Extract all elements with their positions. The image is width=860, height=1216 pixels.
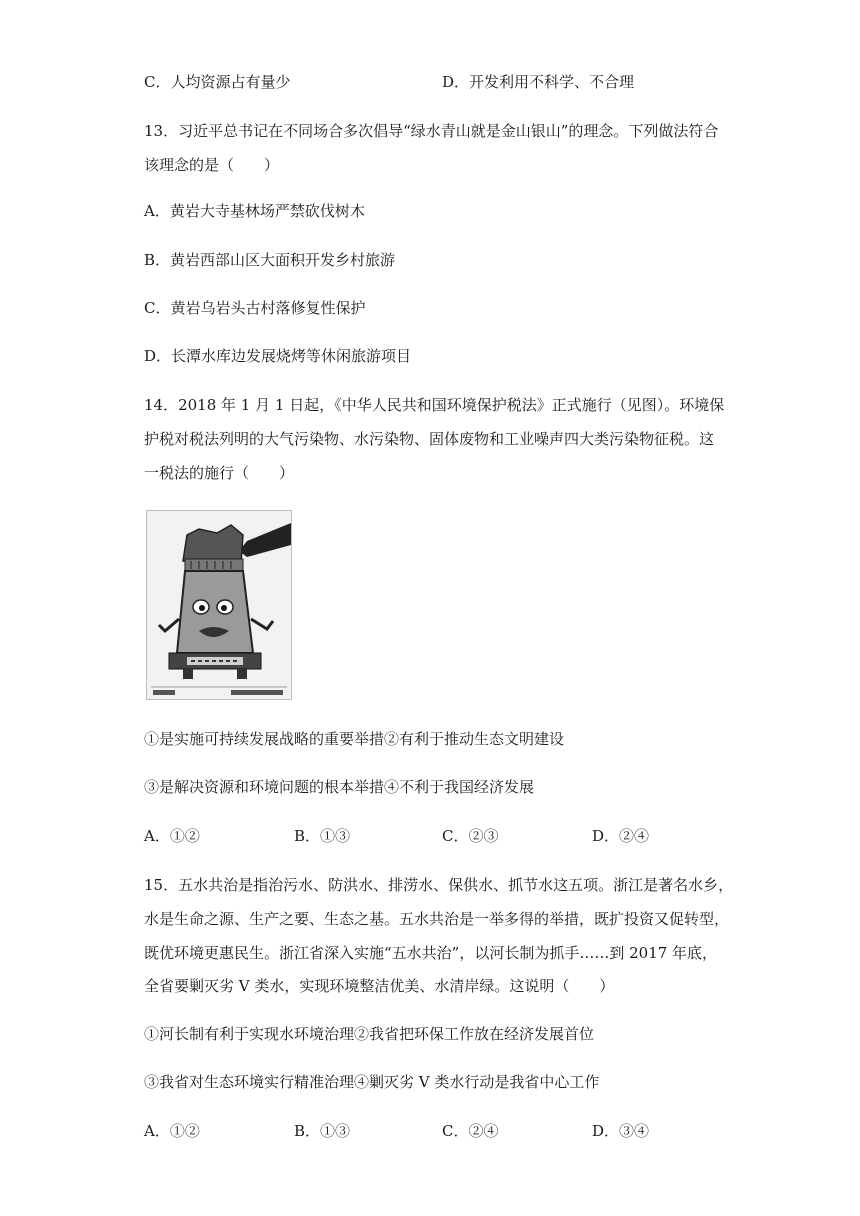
q14-stem-line-3: 一税法的施行（ ） bbox=[144, 464, 295, 482]
q15-stem-line-2: 水是生命之源、生产之要、生态之基。五水共治是一举多得的举措，既扩投资又促转型， bbox=[144, 910, 730, 928]
q14-stem-line-1: 14．2018 年 1 月 1 日起，《中华人民共和国环境保护税法》正式施行（见图）。环境保 bbox=[144, 396, 725, 414]
q15-statement-line-1: ①河长制有利于实现水环境治理②我省把环保工作放在经济发展首位 bbox=[144, 1025, 595, 1043]
q12-option-d: D．开发利用不科学、不合理 bbox=[442, 73, 635, 91]
q13-option-b: B．黄岩西部山区大面积开发乡村旅游 bbox=[144, 251, 396, 269]
q13-option-c: C．黄岩乌岩头古村落修复性保护 bbox=[144, 299, 366, 317]
q14-statement-line-1: ①是实施可持续发展战略的重要举措②有利于推动生态文明建设 bbox=[144, 730, 565, 748]
q15-option-c: C．②④ bbox=[442, 1122, 499, 1140]
q13-option-a: A．黄岩大寺基林场严禁砍伐树木 bbox=[144, 202, 365, 220]
q15-stem-line-3: 既优环境更惠民生。浙江省深入实施“五水共治”，以河长制为抓手……到 2017 年底， bbox=[144, 944, 718, 962]
q14-option-b: B．①③ bbox=[294, 827, 351, 845]
q14-option-d: D．②④ bbox=[592, 827, 650, 845]
q14-option-a: A．①② bbox=[144, 827, 200, 845]
q13-stem-line-1: 13．习近平总书记在不同场合多次倡导“绿水青山就是金山银山”的理念。下列做法符合 bbox=[144, 122, 719, 140]
q13-option-d: D．长潭水库边发展烧烤等休闲旅游项目 bbox=[144, 347, 412, 365]
tax-cartoon-illustration bbox=[146, 510, 292, 700]
q14-option-c: C．②③ bbox=[442, 827, 499, 845]
q12-option-c: C．人均资源占有量少 bbox=[144, 73, 291, 91]
q15-statement-line-2: ③我省对生态环境实行精准治理④剿灭劣 V 类水行动是我省中心工作 bbox=[144, 1073, 600, 1091]
q15-option-d: D．③④ bbox=[592, 1122, 650, 1140]
q15-option-a: A．①② bbox=[144, 1122, 200, 1140]
q15-stem-line-4: 全省要剿灭劣 V 类水，实现环境整洁优美、水清岸绿。这说明（ ） bbox=[144, 977, 615, 995]
cartoon-drawing bbox=[147, 511, 291, 699]
q15-stem-line-1: 15．五水共治是指治污水、防洪水、排涝水、保供水、抓节水这五项。浙江是著名水乡， bbox=[144, 876, 734, 894]
q13-stem-line-2: 该理念的是（ ） bbox=[144, 156, 280, 174]
q14-statement-line-2: ③是解决资源和环境问题的根本举措④不利于我国经济发展 bbox=[144, 778, 535, 796]
q14-stem-line-2: 护税对税法列明的大气污染物、水污染物、固体废物和工业噪声四大类污染物征税。这 bbox=[144, 430, 715, 448]
q15-option-b: B．①③ bbox=[294, 1122, 351, 1140]
